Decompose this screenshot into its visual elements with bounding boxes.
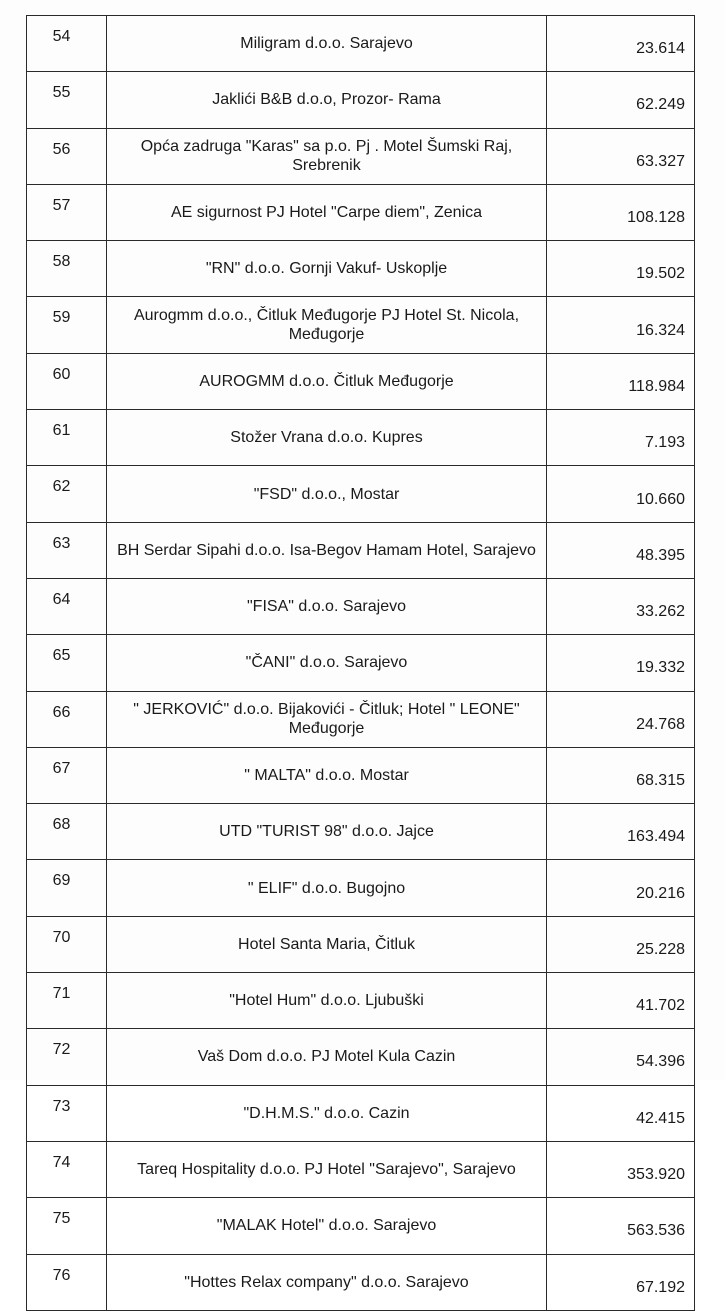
row-number: 68 xyxy=(27,804,107,860)
row-number: 56 xyxy=(27,128,107,184)
table-row xyxy=(27,747,695,803)
amount-value: 108.128 xyxy=(547,184,695,240)
company-name: Aurogmm d.o.o., Čitluk Međugorje PJ Hotel St. Nicola, Međugorje xyxy=(107,297,547,353)
table-row xyxy=(27,1254,695,1310)
row-number: 72 xyxy=(27,1029,107,1085)
amount-value: 118.984 xyxy=(547,353,695,409)
row-number: 62 xyxy=(27,466,107,522)
table-row xyxy=(27,72,695,128)
table-row xyxy=(27,1029,695,1085)
table-row xyxy=(27,1141,695,1197)
row-number: 54 xyxy=(27,16,107,72)
row-number: 59 xyxy=(27,297,107,353)
row-number: 75 xyxy=(27,1198,107,1254)
row-number: 57 xyxy=(27,184,107,240)
company-name: "FSD" d.o.o., Mostar xyxy=(107,466,547,522)
table-row xyxy=(27,973,695,1029)
amount-value: 16.324 xyxy=(547,297,695,353)
table-row xyxy=(27,353,695,409)
company-name: "RN" d.o.o. Gornji Vakuf- Uskoplje xyxy=(107,241,547,297)
row-number: 64 xyxy=(27,578,107,634)
table-row xyxy=(27,578,695,634)
company-name: BH Serdar Sipahi d.o.o. Isa-Begov Hamam Hotel, Sarajevo xyxy=(107,522,547,578)
company-name: UTD "TURIST 98" d.o.o. Jajce xyxy=(107,804,547,860)
table-row xyxy=(27,860,695,916)
row-number: 71 xyxy=(27,973,107,1029)
table-row xyxy=(27,916,695,972)
amount-value: 42.415 xyxy=(547,1085,695,1141)
company-name: Miligram d.o.o. Sarajevo xyxy=(107,16,547,72)
company-name: "Hottes Relax company" d.o.o. Sarajevo xyxy=(107,1254,547,1310)
amount-value: 19.502 xyxy=(547,241,695,297)
row-number: 69 xyxy=(27,860,107,916)
amount-value: 63.327 xyxy=(547,128,695,184)
row-number: 73 xyxy=(27,1085,107,1141)
company-name: "Hotel Hum" d.o.o. Ljubuški xyxy=(107,973,547,1029)
amount-value: 23.614 xyxy=(547,16,695,72)
table-row xyxy=(27,1085,695,1141)
company-name: AE sigurnost PJ Hotel "Carpe diem", Zenica xyxy=(107,184,547,240)
row-number: 66 xyxy=(27,691,107,747)
amount-value: 48.395 xyxy=(547,522,695,578)
table-row xyxy=(27,691,695,747)
row-number: 70 xyxy=(27,916,107,972)
row-number: 63 xyxy=(27,522,107,578)
company-name: " MALTA" d.o.o. Mostar xyxy=(107,747,547,803)
row-number: 58 xyxy=(27,241,107,297)
data-table xyxy=(26,15,695,1311)
table-row xyxy=(27,466,695,522)
table-row xyxy=(27,297,695,353)
company-name: Tareq Hospitality d.o.o. PJ Hotel "Sarajevo", Sarajevo xyxy=(107,1141,547,1197)
company-name: Vaš Dom d.o.o. PJ Motel Kula Cazin xyxy=(107,1029,547,1085)
amount-value: 54.396 xyxy=(547,1029,695,1085)
company-name: " ELIF" d.o.o. Bugojno xyxy=(107,860,547,916)
row-number: 76 xyxy=(27,1254,107,1310)
table-row xyxy=(27,522,695,578)
row-number: 60 xyxy=(27,353,107,409)
amount-value: 41.702 xyxy=(547,973,695,1029)
row-number: 61 xyxy=(27,410,107,466)
amount-value: 10.660 xyxy=(547,466,695,522)
table-row xyxy=(27,184,695,240)
amount-value: 7.193 xyxy=(547,410,695,466)
company-name: Opća zadruga "Karas" sa p.o. Pj . Motel Šumski Raj, Srebrenik xyxy=(107,128,547,184)
amount-value: 62.249 xyxy=(547,72,695,128)
company-name: "D.H.M.S." d.o.o. Cazin xyxy=(107,1085,547,1141)
company-name: "ČANI" d.o.o. Sarajevo xyxy=(107,635,547,691)
table-row xyxy=(27,128,695,184)
company-name: "FISA" d.o.o. Sarajevo xyxy=(107,578,547,634)
company-name: " JERKOVIĆ" d.o.o. Bijakovići - Čitluk; Hotel " LEONE" Međugorje xyxy=(107,691,547,747)
amount-value: 353.920 xyxy=(547,1141,695,1197)
amount-value: 33.262 xyxy=(547,578,695,634)
row-number: 67 xyxy=(27,747,107,803)
amount-value: 163.494 xyxy=(547,804,695,860)
company-name: Stožer Vrana d.o.o. Kupres xyxy=(107,410,547,466)
table-row xyxy=(27,804,695,860)
company-name: Jaklići B&B d.o.o, Prozor- Rama xyxy=(107,72,547,128)
row-number: 55 xyxy=(27,72,107,128)
amount-value: 20.216 xyxy=(547,860,695,916)
row-number: 74 xyxy=(27,1141,107,1197)
table-row xyxy=(27,635,695,691)
table-row xyxy=(27,410,695,466)
company-name: "MALAK Hotel" d.o.o. Sarajevo xyxy=(107,1198,547,1254)
table-row xyxy=(27,241,695,297)
amount-value: 25.228 xyxy=(547,916,695,972)
table-row xyxy=(27,16,695,72)
table-row xyxy=(27,1198,695,1254)
amount-value: 68.315 xyxy=(547,747,695,803)
company-name: AUROGMM d.o.o. Čitluk Međugorje xyxy=(107,353,547,409)
row-number: 65 xyxy=(27,635,107,691)
amount-value: 67.192 xyxy=(547,1254,695,1310)
amount-value: 19.332 xyxy=(547,635,695,691)
company-name: Hotel Santa Maria, Čitluk xyxy=(107,916,547,972)
amount-value: 563.536 xyxy=(547,1198,695,1254)
amount-value: 24.768 xyxy=(547,691,695,747)
